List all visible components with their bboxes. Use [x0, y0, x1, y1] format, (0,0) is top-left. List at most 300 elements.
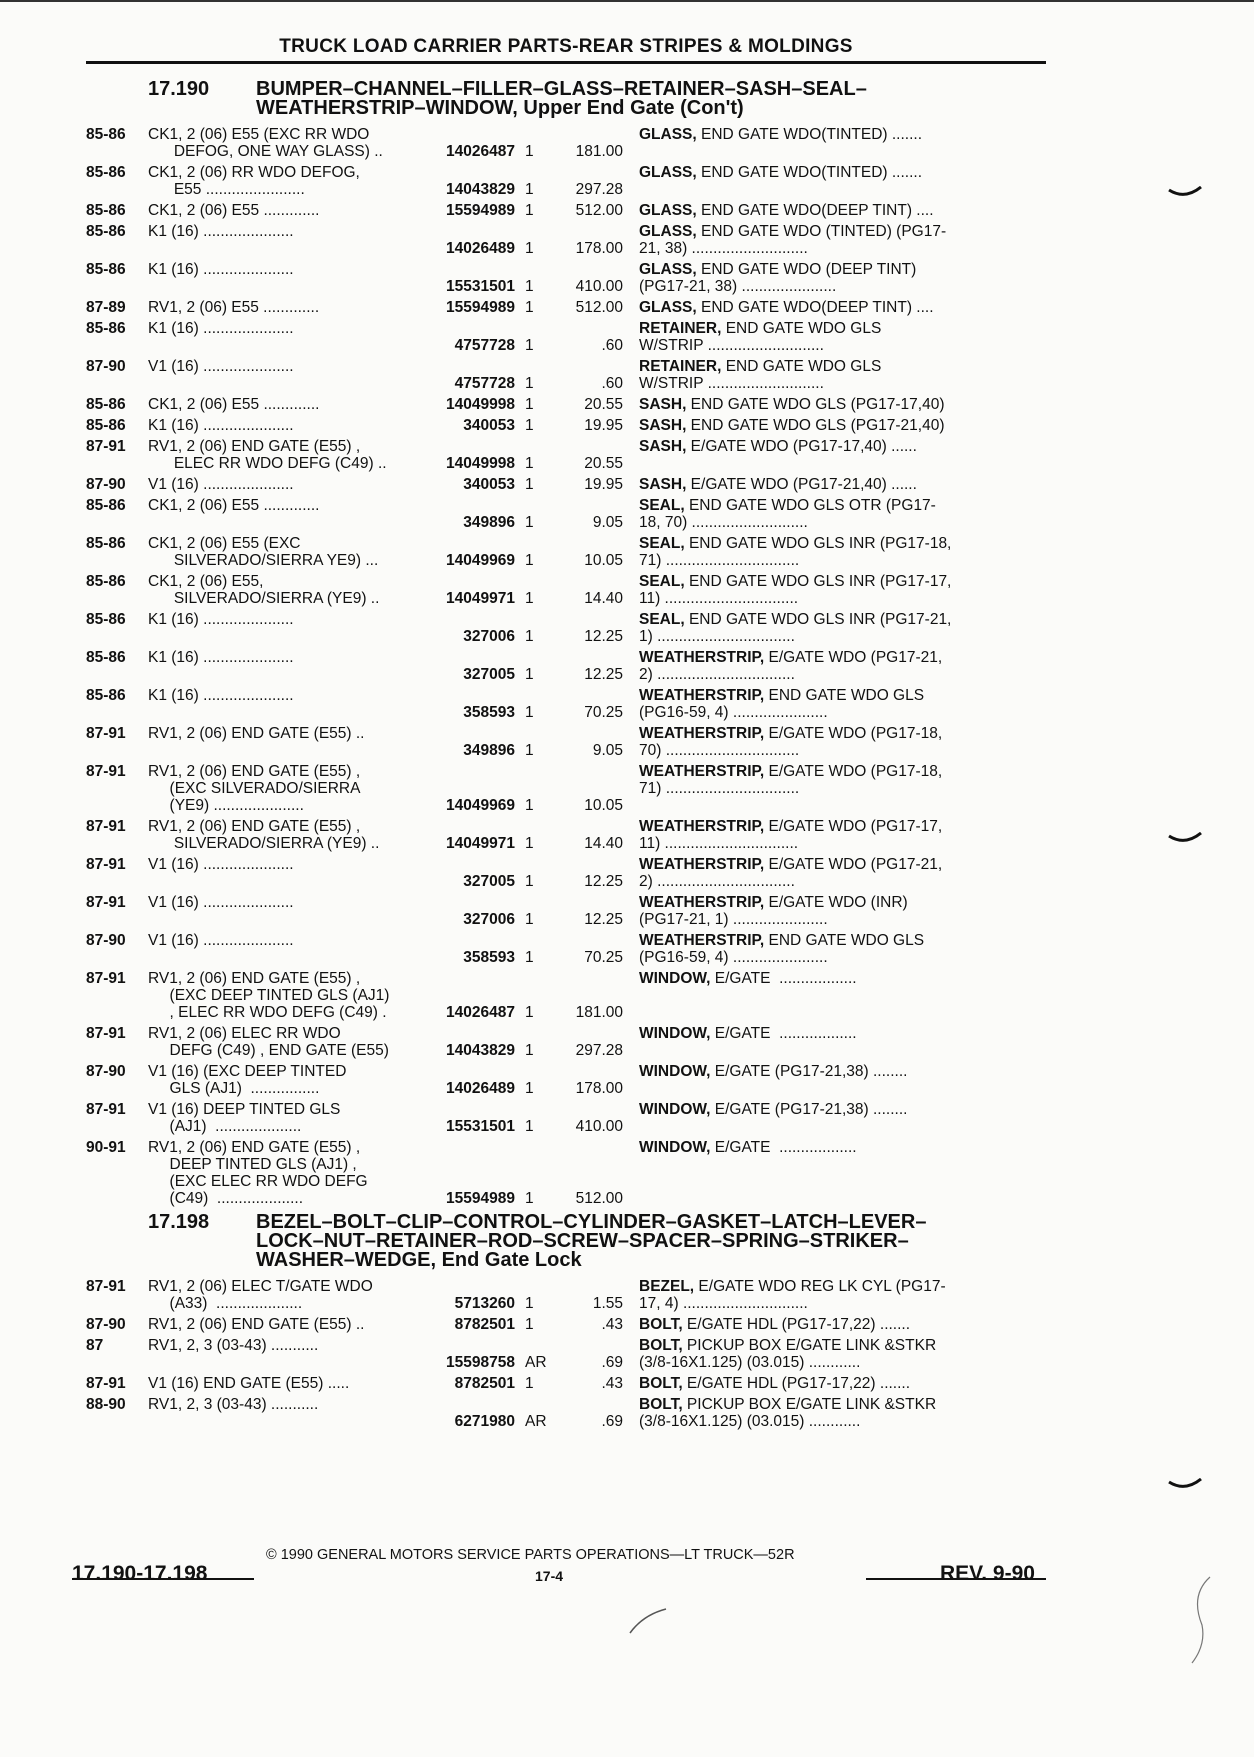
model-years: 87-89	[86, 299, 126, 316]
price: 297.28	[575, 1042, 623, 1059]
model-application	[148, 1101, 430, 1135]
model-application-line: V1 (16) END GATE (E55) .....	[148, 1375, 350, 1392]
part-detail: E/GATE ..................	[710, 1025, 857, 1042]
part-description	[639, 1278, 1002, 1312]
quantity: 1	[525, 181, 534, 198]
price: .60	[601, 337, 623, 354]
part-number: 327005	[463, 666, 515, 683]
part-description	[639, 223, 1002, 257]
part-detail: END GATE WDO GLS (PG16-59, 4) ......................	[639, 932, 925, 966]
parts-entry-row	[86, 476, 1046, 493]
model-application	[148, 438, 430, 472]
model-application	[148, 396, 430, 413]
parts-entry-row	[86, 687, 1046, 721]
part-name: SASH,	[639, 417, 687, 434]
model-application-line: CK1, 2 (06) E55 .............	[148, 202, 320, 219]
part-description	[639, 476, 1002, 493]
part-description	[639, 1139, 1002, 1207]
model-years: 87-91	[86, 818, 126, 835]
part-name: WEATHERSTRIP,	[639, 763, 765, 780]
part-name: BOLT,	[639, 1316, 683, 1333]
quantity: 1	[525, 514, 534, 531]
model-application-line: K1 (16) .....................	[148, 320, 294, 337]
part-name: GLASS,	[639, 164, 697, 181]
part-detail: END GATE WDO(DEEP TINT) ....	[696, 299, 934, 316]
part-description	[639, 818, 1002, 852]
quantity: 1	[525, 949, 534, 966]
part-name: WEATHERSTRIP,	[639, 894, 765, 911]
part-name: WEATHERSTRIP,	[639, 649, 765, 666]
part-number: 4757728	[454, 375, 515, 392]
model-application-line: K1 (16) .....................	[148, 611, 294, 628]
model-application-line: DEFG (C49) , END GATE (E55)	[148, 1042, 389, 1059]
price: 12.25	[584, 628, 623, 645]
model-application-line: V1 (16) .....................	[148, 358, 294, 375]
model-application-line: (C49) ....................	[148, 1190, 304, 1207]
part-number: 340053	[463, 476, 515, 493]
quantity: 1	[525, 1295, 534, 1312]
quantity: 1	[525, 1004, 534, 1021]
quantity: 1	[525, 396, 534, 413]
section-number: 17.198	[148, 1211, 210, 1233]
part-detail: E/GATE WDO (PG17-21,40) ......	[686, 476, 917, 493]
part-detail: END GATE WDO GLS W/STRIP ...........................	[639, 320, 882, 354]
model-application-line: K1 (16) .....................	[148, 261, 294, 278]
part-description	[639, 1337, 1002, 1371]
model-application	[148, 1375, 430, 1392]
model-application	[148, 894, 430, 928]
quantity: 1	[525, 628, 534, 645]
part-detail: E/GATE ..................	[710, 970, 857, 987]
quantity: 1	[525, 590, 534, 607]
part-detail: END GATE WDO GLS OTR (PG17- 18, 70) ...........................	[639, 497, 936, 531]
part-description	[639, 126, 1002, 160]
part-number: 14049998	[446, 455, 515, 472]
model-years: 87-91	[86, 763, 126, 780]
part-name: SEAL,	[639, 573, 685, 590]
parts-entry-row	[86, 611, 1046, 645]
parts-entry-row	[86, 763, 1046, 814]
model-years: 87-91	[86, 725, 126, 742]
parts-entry-row	[86, 202, 1046, 219]
model-years: 85-86	[86, 126, 126, 143]
part-number: 4757728	[454, 337, 515, 354]
model-application	[148, 649, 430, 683]
model-years: 85-86	[86, 261, 126, 278]
quantity: 1	[525, 1316, 534, 1333]
model-years: 85-86	[86, 573, 126, 590]
price: .43	[601, 1316, 623, 1333]
part-number: 349896	[463, 742, 515, 759]
part-number: 15594989	[446, 202, 515, 219]
part-description	[639, 358, 1002, 392]
part-detail: E/GATE WDO (INR) (PG17-21, 1) ......................	[639, 894, 908, 928]
page-title: TRUCK LOAD CARRIER PARTS-REAR STRIPES & MOLDINGS	[279, 36, 853, 57]
price: 178.00	[575, 1080, 623, 1097]
model-years: 85-86	[86, 687, 126, 704]
part-number: 15531501	[446, 1118, 515, 1135]
parts-entry-row	[86, 299, 1046, 316]
part-number: 358593	[463, 949, 515, 966]
part-name: GLASS,	[639, 261, 697, 278]
part-description	[639, 611, 1002, 645]
model-application-line: (A33) ....................	[148, 1295, 303, 1312]
model-application-line: SILVERADO/SIERRA (YE9) ..	[148, 835, 380, 852]
part-description	[639, 573, 1002, 607]
price: 1.55	[592, 1295, 623, 1312]
parts-entry-row	[86, 1063, 1046, 1097]
model-years: 87-91	[86, 1101, 126, 1118]
part-name: WINDOW,	[639, 1063, 711, 1080]
part-number: 327005	[463, 873, 515, 890]
parts-entry-row	[86, 1316, 1046, 1333]
model-application	[148, 1396, 430, 1430]
model-application-line: RV1, 2 (06) END GATE (E55) ,	[148, 1139, 361, 1156]
model-application-line: CK1, 2 (06) RR WDO DEFOG,	[148, 164, 360, 181]
price: 181.00	[575, 1004, 623, 1021]
model-application-line: SILVERADO/SIERRA YE9) ...	[148, 552, 379, 569]
parts-entry-row	[86, 1375, 1046, 1392]
model-years: 87-91	[86, 856, 126, 873]
model-application	[148, 299, 430, 316]
part-description	[639, 932, 1002, 966]
model-years: 87-91	[86, 970, 126, 987]
parts-entry-row	[86, 573, 1046, 607]
parts-entry-row	[86, 497, 1046, 531]
section-title: BEZEL–BOLT–CLIP–CONTROL–CYLINDER–GASKET–LATCH–LEVER–LOCK–NUT–RETAINER–ROD–SCREW–SPACER–SPRING–STRIKER–WASHER–WEDGE, End Gate Lock	[256, 1211, 927, 1271]
quantity: 1	[525, 1375, 534, 1392]
model-application-line: (YE9) .....................	[148, 797, 304, 814]
part-number: 6271980	[454, 1413, 515, 1430]
price: 12.25	[584, 873, 623, 890]
part-description	[639, 320, 1002, 354]
part-name: WINDOW,	[639, 1025, 711, 1042]
model-application-line: K1 (16) .....................	[148, 223, 294, 240]
model-years: 87-91	[86, 438, 126, 455]
part-name: BEZEL,	[639, 1278, 695, 1295]
part-number: 14043829	[446, 1042, 515, 1059]
quantity: 1	[525, 1080, 534, 1097]
part-detail: PICKUP BOX E/GATE LINK &STKR (3/8-16X1.125) (03.015) ............	[639, 1396, 937, 1430]
section-heading	[86, 80, 1046, 118]
quantity: 1	[525, 143, 534, 160]
quantity: 1	[525, 278, 534, 295]
part-number: 15594989	[446, 1190, 515, 1207]
part-name: SASH,	[639, 396, 687, 413]
model-application	[148, 126, 430, 160]
model-application-line: RV1, 2 (06) ELEC RR WDO	[148, 1025, 341, 1042]
part-name: RETAINER,	[639, 358, 722, 375]
part-name: RETAINER,	[639, 320, 722, 337]
part-name: WEATHERSTRIP,	[639, 725, 765, 742]
part-name: BOLT,	[639, 1375, 683, 1392]
model-application	[148, 970, 430, 1021]
part-detail: END GATE WDO GLS (PG16-59, 4) ......................	[639, 687, 925, 721]
part-name: GLASS,	[639, 223, 697, 240]
part-detail: END GATE WDO GLS W/STRIP ...........................	[639, 358, 882, 392]
model-application	[148, 164, 430, 198]
price: 12.25	[584, 666, 623, 683]
part-description	[639, 725, 1002, 759]
part-detail: E/GATE (PG17-21,38) ........	[710, 1063, 908, 1080]
quantity: 1	[525, 417, 534, 434]
part-number: 349896	[463, 514, 515, 531]
part-detail: END GATE WDO (TINTED) (PG17- 21, 38) ...........................	[639, 223, 947, 257]
parts-entry-row	[86, 1396, 1046, 1430]
footer-revision: REV. 9-90	[940, 1562, 1035, 1585]
quantity: 1	[525, 1118, 534, 1135]
part-name: SEAL,	[639, 497, 685, 514]
part-detail: E/GATE WDO (PG17-17,40) ......	[686, 438, 917, 455]
parts-entry-row	[86, 396, 1046, 413]
part-name: SASH,	[639, 476, 687, 493]
part-number: 14049971	[446, 590, 515, 607]
part-description	[639, 687, 1002, 721]
pen-mark	[1180, 1575, 1216, 1665]
model-application-line: RV1, 2 (06) END GATE (E55) ..	[148, 725, 365, 742]
price: .69	[601, 1413, 623, 1430]
quantity: 1	[525, 240, 534, 257]
part-name: WINDOW,	[639, 1139, 711, 1156]
quantity: 1	[525, 911, 534, 928]
quantity: 1	[525, 552, 534, 569]
part-detail: END GATE WDO GLS INR (PG17-18, 71) ...............................	[639, 535, 952, 569]
part-name: SEAL,	[639, 611, 685, 628]
binder-hole-mark	[1168, 186, 1202, 196]
parts-entry-row	[86, 417, 1046, 434]
part-description	[639, 497, 1002, 531]
part-detail: END GATE WDO GLS INR (PG17-17, 11) ...............................	[639, 573, 952, 607]
model-application-line: RV1, 2 (06) END GATE (E55) ,	[148, 818, 361, 835]
part-number: 14026487	[446, 1004, 515, 1021]
model-application	[148, 1139, 430, 1207]
model-application	[148, 1316, 430, 1333]
section-number: 17.190	[148, 78, 210, 100]
part-description	[639, 535, 1002, 569]
part-number: 14026489	[446, 240, 515, 257]
part-detail: E/GATE WDO (PG17-18, 71) ...............................	[639, 763, 943, 797]
model-application-line: , ELEC RR WDO DEFG (C49) .	[148, 1004, 387, 1021]
part-detail: END GATE WDO GLS (PG17-21,40)	[686, 417, 945, 434]
model-years: 87	[86, 1337, 104, 1354]
price: 410.00	[575, 1118, 623, 1135]
model-application	[148, 763, 430, 814]
quantity: 1	[525, 666, 534, 683]
model-years: 85-86	[86, 396, 126, 413]
model-application	[148, 320, 430, 354]
price: 19.95	[584, 476, 623, 493]
model-application-line: V1 (16) .....................	[148, 476, 294, 493]
footer-page-number: 17-4	[535, 1568, 564, 1584]
price: 12.25	[584, 911, 623, 928]
model-application-line: K1 (16) .....................	[148, 417, 294, 434]
parts-entry-row	[86, 1101, 1046, 1135]
model-application	[148, 535, 430, 569]
quantity: 1	[525, 375, 534, 392]
parts-entry-row	[86, 649, 1046, 683]
header-rule	[86, 61, 1046, 64]
part-detail: END GATE WDO GLS (PG17-17,40)	[686, 396, 945, 413]
part-detail: END GATE WDO GLS INR (PG17-21, 1) ................................	[639, 611, 952, 645]
part-number: 14026489	[446, 1080, 515, 1097]
part-description	[639, 1375, 1002, 1392]
part-name: SASH,	[639, 438, 687, 455]
part-number: 14049998	[446, 396, 515, 413]
part-detail: E/GATE HDL (PG17-17,22) .......	[682, 1316, 911, 1333]
price: 14.40	[584, 835, 623, 852]
footer-section-range: 17.190-17.198	[72, 1562, 208, 1585]
price: 297.28	[575, 181, 623, 198]
model-years: 85-86	[86, 223, 126, 240]
model-application	[148, 818, 430, 852]
model-years: 85-86	[86, 497, 126, 514]
model-application-line: DEEP TINTED GLS (AJ1) ,	[148, 1156, 357, 1173]
model-application-line: CK1, 2 (06) E55 (EXC RR WDO	[148, 126, 370, 143]
parts-entry-row	[86, 261, 1046, 295]
model-application-line: RV1, 2, 3 (03-43) ...........	[148, 1396, 319, 1413]
part-detail: END GATE WDO(TINTED) .......	[696, 126, 923, 143]
part-number: 15594989	[446, 299, 515, 316]
price: .69	[601, 1354, 623, 1371]
model-application-line: RV1, 2 (06) END GATE (E55) ..	[148, 1316, 365, 1333]
parts-entry-row	[86, 932, 1046, 966]
model-years: 87-90	[86, 1316, 126, 1333]
parts-entry-row	[86, 970, 1046, 1021]
model-application	[148, 611, 430, 645]
model-application-line: (EXC SILVERADO/SIERRA	[148, 780, 361, 797]
model-application-line: GLS (AJ1) ................	[148, 1080, 320, 1097]
model-years: 85-86	[86, 202, 126, 219]
model-application-line: CK1, 2 (06) E55,	[148, 573, 264, 590]
quantity: 1	[525, 337, 534, 354]
part-number: 14043829	[446, 181, 515, 198]
model-application-line: RV1, 2 (06) ELEC T/GATE WDO	[148, 1278, 373, 1295]
quantity: 1	[525, 476, 534, 493]
model-application-line: ELEC RR WDO DEFG (C49) ..	[148, 455, 387, 472]
part-detail: END GATE WDO(DEEP TINT) ....	[696, 202, 934, 219]
model-application-line: V1 (16) DEEP TINTED GLS	[148, 1101, 341, 1118]
binder-hole-mark	[1168, 832, 1202, 842]
model-years: 90-91	[86, 1139, 126, 1156]
part-description	[639, 396, 1002, 413]
quantity: 1	[525, 835, 534, 852]
part-description	[639, 970, 1002, 1021]
part-number: 327006	[463, 628, 515, 645]
model-years: 87-91	[86, 894, 126, 911]
quantity: 1	[525, 797, 534, 814]
quantity: 1	[525, 1042, 534, 1059]
price: 512.00	[575, 1190, 623, 1207]
price: 9.05	[592, 514, 623, 531]
part-number: 14049969	[446, 797, 515, 814]
model-application	[148, 417, 430, 434]
model-application	[148, 1337, 430, 1371]
model-application	[148, 687, 430, 721]
model-application-line: K1 (16) .....................	[148, 649, 294, 666]
part-description	[639, 763, 1002, 814]
section-title: BUMPER–CHANNEL–FILLER–GLASS–RETAINER–SASH–SEAL–WEATHERSTRIP–WINDOW, Upper End Gate (Con't)	[256, 78, 867, 119]
model-application-line: V1 (16) .....................	[148, 894, 294, 911]
parts-entry-row	[86, 818, 1046, 852]
parts-entry-row	[86, 126, 1046, 160]
price: 19.95	[584, 417, 623, 434]
part-number: 5713260	[454, 1295, 515, 1312]
quantity: 1	[525, 873, 534, 890]
quantity: 1	[525, 704, 534, 721]
model-application-line: E55 .......................	[148, 181, 305, 198]
part-name: SEAL,	[639, 535, 685, 552]
model-application-line: RV1, 2, 3 (03-43) ...........	[148, 1337, 319, 1354]
part-description	[639, 1025, 1002, 1059]
price: 10.05	[584, 552, 623, 569]
model-application-line: V1 (16) .....................	[148, 932, 294, 949]
part-name: WEATHERSTRIP,	[639, 856, 765, 873]
price: 14.40	[584, 590, 623, 607]
parts-entry-row	[86, 1139, 1046, 1207]
price: 178.00	[575, 240, 623, 257]
model-years: 87-91	[86, 1278, 126, 1295]
part-number: 14026487	[446, 143, 515, 160]
part-detail: E/GATE HDL (PG17-17,22) .......	[682, 1375, 911, 1392]
quantity: 1	[525, 455, 534, 472]
model-years: 85-86	[86, 611, 126, 628]
parts-listing	[86, 74, 1046, 1434]
parts-entry-row	[86, 223, 1046, 257]
model-years: 87-91	[86, 1375, 126, 1392]
model-application-line: V1 (16) (EXC DEEP TINTED	[148, 1063, 347, 1080]
parts-entry-row	[86, 894, 1046, 928]
part-number: 15531501	[446, 278, 515, 295]
model-application-line: CK1, 2 (06) E55 (EXC	[148, 535, 301, 552]
parts-entry-row	[86, 1337, 1046, 1371]
section-heading	[86, 1213, 1046, 1270]
model-application	[148, 202, 430, 219]
price: .43	[601, 1375, 623, 1392]
model-application-line: V1 (16) .....................	[148, 856, 294, 873]
model-years: 85-86	[86, 535, 126, 552]
model-application	[148, 725, 430, 759]
part-name: WEATHERSTRIP,	[639, 818, 765, 835]
model-application	[148, 358, 430, 392]
quantity: 1	[525, 742, 534, 759]
model-years: 87-90	[86, 358, 126, 375]
quantity: 1	[525, 1190, 534, 1207]
parts-entry-row	[86, 725, 1046, 759]
part-description	[639, 1063, 1002, 1097]
model-application-line: (EXC DEEP TINTED GLS (AJ1)	[148, 987, 390, 1004]
price: 70.25	[584, 949, 623, 966]
price: 10.05	[584, 797, 623, 814]
model-application	[148, 1278, 430, 1312]
price: 512.00	[575, 299, 623, 316]
model-application-line: RV1, 2 (06) E55 .............	[148, 299, 320, 316]
quantity: AR	[525, 1354, 547, 1371]
parts-entry-row	[86, 856, 1046, 890]
model-application	[148, 932, 430, 966]
part-name: GLASS,	[639, 202, 697, 219]
quantity: 1	[525, 202, 534, 219]
part-description	[639, 261, 1002, 295]
pen-mark	[628, 1605, 668, 1635]
model-application-line: (EXC ELEC RR WDO DEFG	[148, 1173, 368, 1190]
parts-entry-row	[86, 535, 1046, 569]
part-name: WINDOW,	[639, 970, 711, 987]
model-years: 87-90	[86, 1063, 126, 1080]
part-detail: E/GATE WDO (PG17-17, 11) ...............................	[639, 818, 943, 852]
part-description	[639, 856, 1002, 890]
binder-hole-mark	[1168, 1478, 1202, 1488]
model-application-line: K1 (16) .....................	[148, 687, 294, 704]
